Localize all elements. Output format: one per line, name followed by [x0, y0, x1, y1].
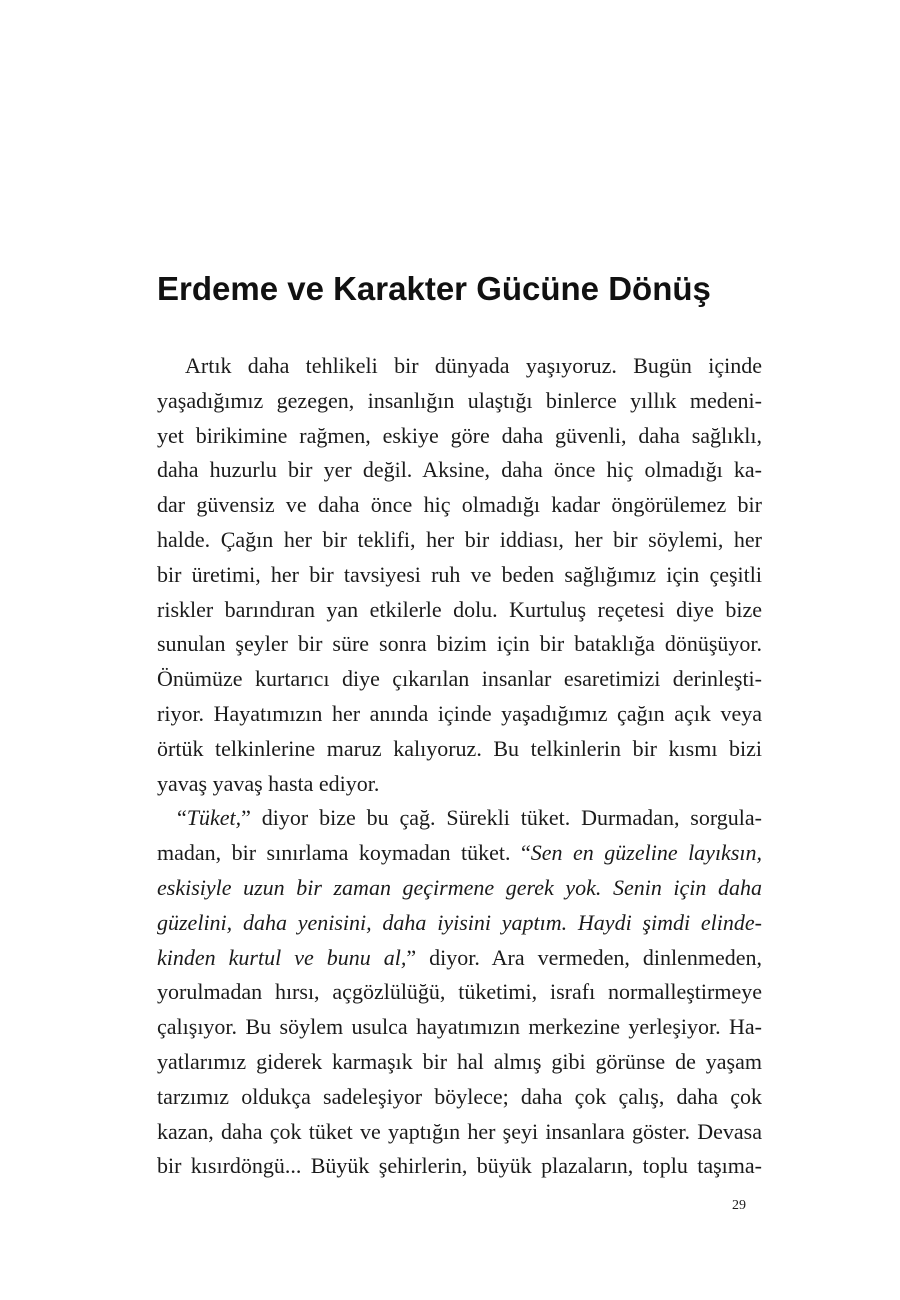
text-line: örtük telkinlerine maruz kalıyoruz. Bu telkinlerin bir kısmı bizi [157, 735, 762, 761]
page-number: 29 [732, 1198, 746, 1213]
text-line: riskler barındıran yan etkilerle dolu. Kurtuluş reçetesi diye bize [157, 596, 762, 622]
text-fragment: ” diyor bize bu çağ. Sürekli tüket. Durmadan, sorgula- [241, 805, 762, 831]
text-line [157, 836, 762, 871]
text-line [157, 941, 762, 976]
text-line: çalışıyor. Bu söylem usulca hayatımızın merkezine yerleşiyor. Ha- [157, 1014, 762, 1040]
italic-text: Sen en güzeline layıksın, [530, 840, 762, 866]
text-line: Artık daha tehlikeli bir dünyada yaşıyoruz. Bugün içinde [185, 353, 762, 378]
text-line: Önümüze kurtarıcı diye çıkarılan insanlar esaretimizi derinleşti- [157, 666, 762, 692]
italic-text: eskisiyle uzun bir zaman geçirmene gerek yok. Senin için daha [157, 874, 762, 900]
text-line [157, 906, 762, 941]
text-line: daha huzurlu bir yer değil. Aksine, daha önce hiç olmadığı ka- [157, 457, 762, 483]
body-text [157, 349, 762, 1184]
text-fragment: ” diyor. Ara vermeden, dinlenmeden, [406, 944, 762, 970]
text-line: bir kısırdöngü... Büyük şehirlerin, büyük plazaların, toplu taşıma- [157, 1153, 762, 1179]
chapter-title: Erdeme ve Karakter Gücüne Dönüş [157, 270, 711, 307]
text-line: halde. Çağın her bir teklifi, her bir iddiası, her bir söylemi, her [157, 526, 762, 552]
italic-text: Tüket, [186, 805, 242, 831]
quote-mark: “ [177, 805, 187, 831]
text-line: riyor. Hayatımızın her anında içinde yaşadığımız çağın açık veya [157, 700, 762, 726]
italic-text: kinden kurtul ve bunu al, [157, 944, 407, 970]
text-line: tarzımız oldukça sadeleşiyor böylece; daha çok çalış, daha çok [157, 1083, 762, 1109]
text-line: kazan, daha çok tüket ve yaptığın her şeyi insanlara göster. Devasa [157, 1118, 762, 1144]
text-line: yatlarımız giderek karmaşık bir hal almış gibi görünse de yaşam [157, 1048, 762, 1074]
text-fragment: madan, bir sınırlama koymadan tüket. “ [157, 840, 531, 866]
text-line [157, 871, 762, 906]
text-line: sunulan şeyler bir süre sonra bizim için bir bataklığa dönüşüyor. [157, 631, 762, 657]
text-line: yaşadığımız gezegen, insanlığın ulaştığı binlerce yıllık medeni- [157, 387, 762, 413]
text-line: yavaş yavaş hasta ediyor. [157, 770, 380, 796]
text-line: yorulmadan hırsı, açgözlülüğü, tüketimi, israfı normalleştirmeye [157, 979, 762, 1005]
text-line: bir üretimi, her bir tavsiyesi ruh ve beden sağlığımız için çeşitli [157, 561, 762, 587]
text-line: dar güvensiz ve daha önce hiç olmadığı kadar öngörülemez bir [157, 492, 762, 518]
italic-text: güzelini, daha yenisini, daha iyisini yaptım. Haydi şimdi elinde- [157, 909, 762, 935]
text-line: yet birikimine rağmen, eskiye göre daha güvenli, daha sağlıklı, [157, 422, 762, 448]
text-line [157, 801, 762, 836]
